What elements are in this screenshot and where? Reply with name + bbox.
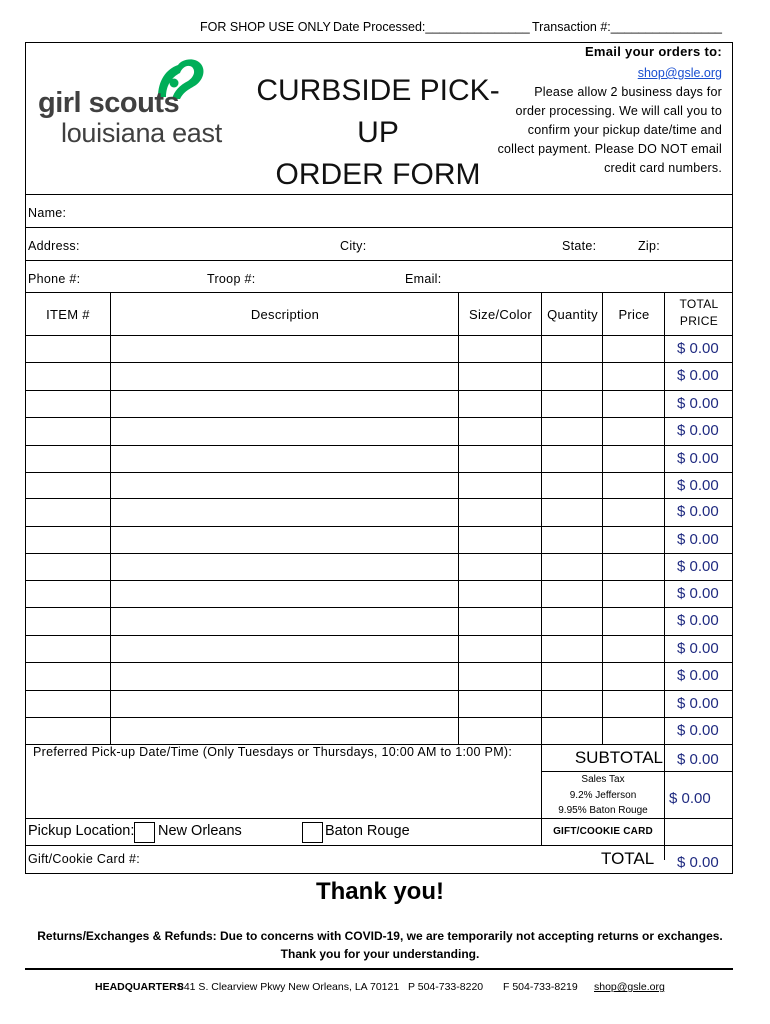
quantity-cell[interactable] [542, 499, 602, 526]
item-number-cell[interactable] [25, 608, 110, 635]
transaction-field[interactable]: Transaction #:________________ [532, 20, 722, 34]
column-divider [664, 292, 665, 860]
quantity-cell[interactable] [542, 691, 602, 717]
description-cell[interactable] [111, 473, 458, 498]
name-field[interactable]: Name: [28, 206, 67, 220]
logo-text-louisiana-east: louisiana east [61, 118, 222, 148]
instruction-line: order processing. We will call you to [515, 104, 722, 118]
row-total-price: $ 0.00 [677, 722, 719, 739]
size-color-cell[interactable] [459, 608, 541, 635]
returns-policy [0, 927, 760, 963]
row-total-price: $ 0.00 [677, 503, 719, 520]
divider [25, 818, 733, 819]
footer-address: 841 S. Clearview Pkwy New Orleans, LA 70121 [178, 981, 400, 993]
quantity-cell[interactable] [542, 581, 602, 607]
row-total-price: $ 0.00 [677, 585, 719, 602]
instruction-line: confirm your pickup date/time and [527, 123, 722, 137]
header-price: Price [618, 307, 650, 322]
description-cell[interactable] [111, 499, 458, 526]
row-total-price: $ 0.00 [677, 558, 719, 575]
price-cell[interactable] [603, 418, 664, 445]
gift-card-label: GIFT/COOKIE CARD [553, 826, 653, 837]
quantity-cell[interactable] [542, 363, 602, 390]
description-cell[interactable] [111, 336, 458, 362]
quantity-cell[interactable] [542, 718, 602, 744]
quantity-cell[interactable] [542, 527, 602, 553]
new-orleans-checkbox[interactable] [134, 822, 155, 843]
item-number-cell[interactable] [25, 663, 110, 690]
item-number-cell[interactable] [25, 527, 110, 553]
description-cell[interactable] [111, 418, 458, 445]
item-number-cell[interactable] [25, 554, 110, 580]
sales-tax-line: Sales Tax [581, 774, 625, 785]
size-color-cell[interactable] [459, 636, 541, 662]
thank-you-heading: Thank you! [315, 878, 444, 905]
instruction-line: Please allow 2 business days for [534, 85, 722, 99]
size-color-cell[interactable] [459, 418, 541, 445]
divider [25, 292, 733, 293]
price-cell[interactable] [603, 446, 664, 472]
pickup-location-label: Pickup Location: [28, 823, 135, 839]
baton-rouge-label: Baton Rouge [325, 823, 410, 839]
price-cell[interactable] [603, 363, 664, 390]
state-field[interactable]: State: [562, 239, 597, 253]
divider [25, 260, 733, 261]
description-cell[interactable] [111, 663, 458, 690]
header-size-color: Size/Color [469, 307, 532, 322]
returns-policy-line1: Returns/Exchanges & Refunds: Due to concerns with COVID-19, we are temporarily not accepting returns or exchanges. [37, 929, 723, 943]
quantity-cell[interactable] [542, 446, 602, 472]
description-cell[interactable] [111, 718, 458, 744]
item-number-cell[interactable] [25, 473, 110, 498]
city-field[interactable]: City: [340, 239, 367, 253]
quantity-cell[interactable] [542, 608, 602, 635]
size-color-cell[interactable] [459, 718, 541, 744]
description-cell[interactable] [111, 391, 458, 417]
price-cell[interactable] [603, 663, 664, 690]
item-number-cell[interactable] [25, 336, 110, 362]
header-total-line2: PRICE [679, 314, 719, 328]
email-field[interactable]: Email: [405, 272, 442, 286]
divider [25, 194, 733, 195]
size-color-cell[interactable] [459, 554, 541, 580]
shop-use-label: FOR SHOP USE ONLY [200, 20, 331, 34]
subtotal-label: SUBTOTAL [574, 748, 663, 767]
item-number-cell[interactable] [25, 636, 110, 662]
order-instructions [462, 83, 722, 178]
form-title-line2: ORDER FORM [275, 158, 481, 191]
sales-tax-line: 9.95% Baton Rouge [558, 805, 648, 816]
order-email-link[interactable]: shop@gsle.org [637, 66, 722, 80]
divider [25, 227, 733, 228]
quantity-cell[interactable] [542, 554, 602, 580]
price-cell[interactable] [603, 527, 664, 553]
description-cell[interactable] [111, 527, 458, 553]
row-total-price: $ 0.00 [677, 367, 719, 384]
size-color-cell[interactable] [459, 473, 541, 498]
item-number-cell[interactable] [25, 363, 110, 390]
quantity-cell[interactable] [542, 391, 602, 417]
item-number-cell[interactable] [25, 499, 110, 526]
price-cell[interactable] [603, 473, 664, 498]
row-total-price: $ 0.00 [677, 340, 719, 357]
email-heading: Email your orders to: [584, 44, 722, 59]
logo-text-girl-scouts: girl scouts [38, 87, 180, 119]
price-cell[interactable] [603, 554, 664, 580]
row-total-price: $ 0.00 [677, 531, 719, 548]
form-title-line1: CURBSIDE PICK-UP [256, 74, 500, 149]
description-cell[interactable] [111, 446, 458, 472]
price-cell[interactable] [603, 718, 664, 744]
row-total-price: $ 0.00 [677, 450, 719, 467]
footer-email-link[interactable]: shop@gsle.org [594, 981, 665, 993]
size-color-cell[interactable] [459, 363, 541, 390]
sales-tax-label [542, 772, 664, 819]
size-color-cell[interactable] [459, 691, 541, 717]
instruction-line: collect payment. Please DO NOT email [497, 142, 722, 156]
price-cell[interactable] [603, 391, 664, 417]
total-value: $ 0.00 [677, 854, 719, 871]
footer-email-wrap [594, 981, 665, 993]
size-color-cell[interactable] [459, 527, 541, 553]
address-field[interactable]: Address: [28, 239, 80, 253]
date-processed-field[interactable]: Date Processed:_______________ [333, 20, 530, 34]
divider [25, 845, 733, 846]
quantity-cell[interactable] [542, 473, 602, 498]
footer-divider [25, 968, 733, 970]
price-cell[interactable] [603, 499, 664, 526]
column-divider [602, 292, 603, 744]
price-cell[interactable] [603, 581, 664, 607]
item-number-cell[interactable] [25, 581, 110, 607]
footer-hq-label [95, 981, 184, 993]
row-total-price: $ 0.00 [677, 695, 719, 712]
header-total-line1: TOTAL [679, 297, 719, 311]
footer-phone: P 504-733-8220 [408, 981, 484, 993]
baton-rouge-checkbox[interactable] [302, 822, 323, 843]
header-total-price [665, 296, 733, 330]
description-cell[interactable] [111, 608, 458, 635]
row-total-price: $ 0.00 [677, 422, 719, 439]
quantity-cell[interactable] [542, 636, 602, 662]
price-cell[interactable] [603, 336, 664, 362]
column-divider [541, 292, 542, 744]
item-number-cell[interactable] [25, 691, 110, 717]
price-cell[interactable] [603, 608, 664, 635]
footer-fax: F 504-733-8219 [503, 981, 578, 993]
quantity-cell[interactable] [542, 418, 602, 445]
header-quantity: Quantity [547, 307, 598, 322]
item-number-cell[interactable] [25, 446, 110, 472]
size-color-cell[interactable] [459, 499, 541, 526]
column-divider [458, 292, 459, 744]
total-label: TOTAL [601, 849, 655, 868]
item-number-cell[interactable] [25, 418, 110, 445]
header-description: Description [250, 307, 320, 322]
quantity-cell[interactable] [542, 336, 602, 362]
size-color-cell[interactable] [459, 336, 541, 362]
description-cell[interactable] [111, 691, 458, 717]
row-total-price: $ 0.00 [677, 667, 719, 684]
item-number-cell[interactable] [25, 391, 110, 417]
size-color-cell[interactable] [459, 663, 541, 690]
price-cell[interactable] [603, 636, 664, 662]
preferred-pickup-datetime-field[interactable]: Preferred Pick-up Date/Time (Only Tuesdays or Thursdays, 10:00 AM to 1:00 PM): [33, 745, 513, 759]
footer-hq-text: HEADQUARTERS [95, 981, 184, 993]
column-divider [110, 292, 111, 744]
subtotal-value: $ 0.00 [677, 751, 719, 768]
description-cell[interactable] [111, 581, 458, 607]
row-total-price: $ 0.00 [677, 612, 719, 629]
gift-card-number-field[interactable]: Gift/Cookie Card #: [28, 852, 140, 866]
header-item-number: ITEM # [46, 307, 90, 322]
returns-policy-line2: Thank you for your understanding. [280, 947, 480, 961]
new-orleans-label: New Orleans [158, 823, 242, 839]
zip-field[interactable]: Zip: [638, 239, 661, 253]
description-cell[interactable] [111, 636, 458, 662]
sales-tax-value: $ 0.00 [669, 790, 711, 807]
size-color-cell[interactable] [459, 581, 541, 607]
size-color-cell[interactable] [459, 391, 541, 417]
price-cell[interactable] [603, 691, 664, 717]
phone-field[interactable]: Phone #: [28, 272, 81, 286]
item-number-cell[interactable] [25, 718, 110, 744]
instruction-line: credit card numbers. [604, 161, 722, 175]
row-total-price: $ 0.00 [677, 640, 719, 657]
size-color-cell[interactable] [459, 446, 541, 472]
row-total-price: $ 0.00 [677, 477, 719, 494]
quantity-cell[interactable] [542, 663, 602, 690]
troop-field[interactable]: Troop #: [207, 272, 256, 286]
description-cell[interactable] [111, 554, 458, 580]
row-total-price: $ 0.00 [677, 395, 719, 412]
sales-tax-line: 9.2% Jefferson [569, 789, 637, 801]
description-cell[interactable] [111, 363, 458, 390]
